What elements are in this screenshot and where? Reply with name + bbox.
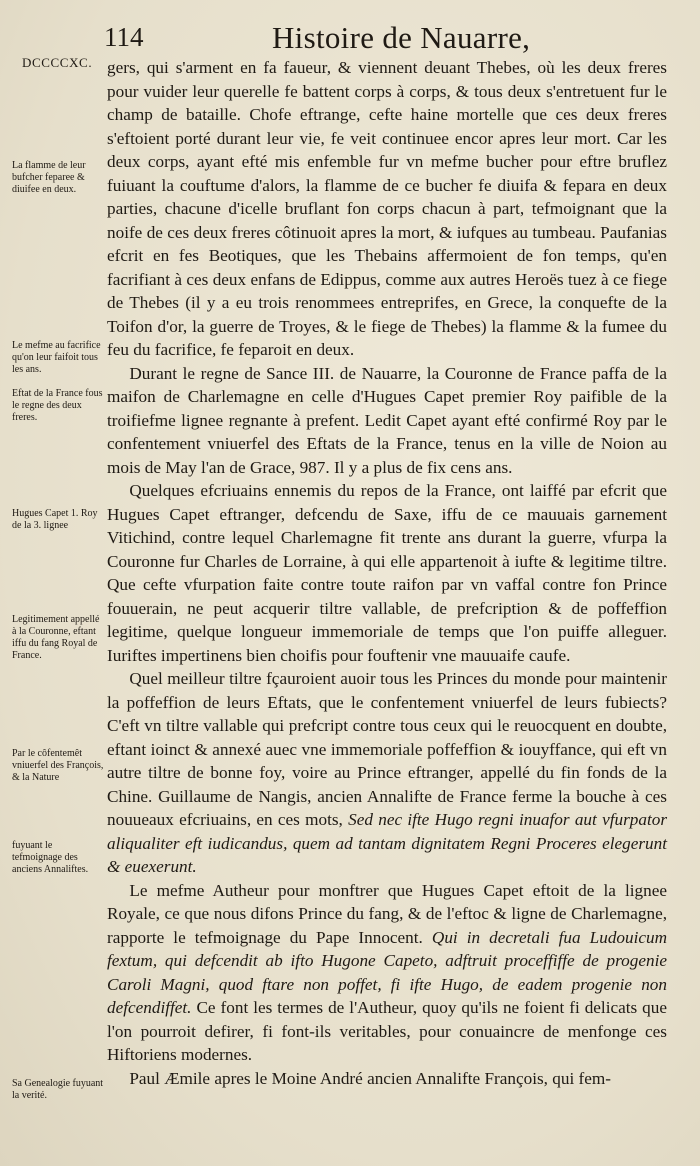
paragraph-meilleur-tiltre [107, 667, 667, 879]
margin-note-hugues-capet: Hugues Capet 1. Roy de la 3. lignee [12, 508, 98, 531]
paragraph-text-end: Ce font les termes de l'Autheur, quoy qu'ils ne foient fi delicats que l'on pourroit defirer, fi font-ils veritables, pour conuaincre de menfonge ces Hiftoriens modernes. [107, 998, 667, 1064]
latin-quote-nangis: Sed nec ifte Hugo regni inuafor aut vfurpator aliqualiter eft iudicandus, quem ad tantam dignitatem Regni Proceres elegerunt & euexerunt. [107, 810, 668, 876]
latin-quote-innocent: Qui in decretali fua Ludouicum fextum, qui defcendit ab ifto Hugone Capeto, adftruit proceffiffe de progenie Caroli Magni, quod ftare non poffet, fi ifte Hugo, de eadem progenie non defcendiffet. [107, 927, 668, 1017]
body-text [107, 56, 667, 1090]
margin-note-annalistes: fuyuant le tefmoignage des anciens Annaliftes. [12, 840, 89, 875]
paragraph-thebes: gers, qui s'arment en fa faueur, & viennent deuant Thebes, où les deux freres pour vuider leur querelle fe battent corps à corps, & tous deux s'entretuent fur le champ de bataille. Chofe eftrange, cefte haine mortelle que ces deux freres s'eftoient porté durant leur vie, fe veit continuee encor apres leur mort. Car les deux corps, ayant efté mis enfemble fur vn mefme bucher pour eftre bruflez fuiuant la couftume d'alors, la flamme de ce bucher fe diuifa & fepara en deux parties, chacune d'icelle bruflant fon corps chacun à part, tefmoignant que la noife de ces deux freres côtinuoit apres la mort, & iufques au tumbeau. Paufanias efcrit en fes Beotiques, que les Thebains affermoient de fon temps, qu'en facrifiant à ces deux enfans de Edippus, comme aux autres Heroës tuez à ce fiege de Thebes (il y a eu trois renommees entreprifes, en Grece, la conquefte de la Toifon d'or, la guerre de Troyes, & le fiege de Thebes) la flamme & la fumee du feu du facrifice, fe feparoit en deux. [107, 58, 667, 359]
paragraph-escriuains: Quelques efcriuains ennemis du repos de la France, ont laiffé par efcrit que Hugues Capet eftranger, defcendu de Saxe, iffu de ce mauuais garnement Vitichind, contre lequel Charlemagne fit trente ans durant la guerre, vfurpa la Couronne fur Charles de Lorraine, à qui elle appartenoit à iufte & legitime tiltre. Que cefte vfurpation faite contre toute raifon par vn vaffal contre fon Prince fouuerain, ne peut acquerir tiltre vallable, de prefcription & de poffeffion legitime, quelque longueur immemoriale de temps que l'on puiffe alleguer. Iuriftes impertinens bien choifis pour fouftenir vne mauuaife caufe. [107, 481, 667, 665]
margin-note-sacrifice: Le mefme au facrifice qu'on leur faifoit tous les ans. [12, 340, 101, 375]
margin-note-genealogie: Sa Genealogie fuyuant la verité. [12, 1078, 104, 1101]
margin-note-etat-france: Eftat de la France fous le regne des deux freres. [12, 388, 103, 423]
year-marker: DCCCCXC. [22, 55, 93, 70]
page-header [0, 18, 700, 58]
page-number: 114 [104, 22, 144, 52]
paragraph-text: Quel meilleur tiltre fçauroient auoir tous les Princes du monde pour maintenir la poffeffion de leurs Eftats, que le confentement vniuerfel de leurs fubiects? C'eft vn tiltre vallable qui prefcript contre tous ceux qui le reuocquent en doubte, eftant ioinct & annexé auec vne immemoriale poffeffion & iouyffance, qui eft vn autre tiltre de bonne foy, voire au Prince eftranger, appellé du fin fonds de la Chine. Guillaume de Nangis, ancien Annalifte de France ferme la bouche à ces nouueaux efcriuains, en ces mots, [107, 669, 667, 829]
paragraph-mesme-autheur [107, 879, 667, 1067]
paragraph-text: Le mefme Autheur pour monftrer que Hugues Capet eftoit de la lignee Royale, ce que nous difons Prince du fang, & de l'eftoc & ligne de Charlemagne, rapporte le tefmoignage du Pape Innocent. [107, 880, 667, 947]
margin-note-flamme: La flamme de leur bufcher feparee & diuifee en deux. [12, 160, 86, 195]
paragraph-paul-emile: Paul Æmile apres le Moine André ancien Annalifte François, qui fem- [129, 1068, 611, 1088]
margin-note-consentement: Par le côfentemêt vniuerfel des François, & la Nature [12, 748, 104, 783]
paragraph-sance: Durant le regne de Sance III. de Nauarre, la Couronne de France paffa de la maifon de Charlemagne en celle d'Hugues Capet premier Roy paifible de la troifiefme lignee regnante à prefent. Ledit Capet ayant efté confirmé Roy par le confentement vniuerfel des Eftats de la France, tenus en la ville de Noion au mois de May l'an de Grace, 987. Il y a plus de fix cens ans. [107, 363, 667, 477]
margin-note-legitime: Legitimement appellé à la Couronne, eftant iffu du fang Royal de France. [12, 614, 100, 661]
running-title: Histoire de Nauarre, [272, 20, 531, 55]
